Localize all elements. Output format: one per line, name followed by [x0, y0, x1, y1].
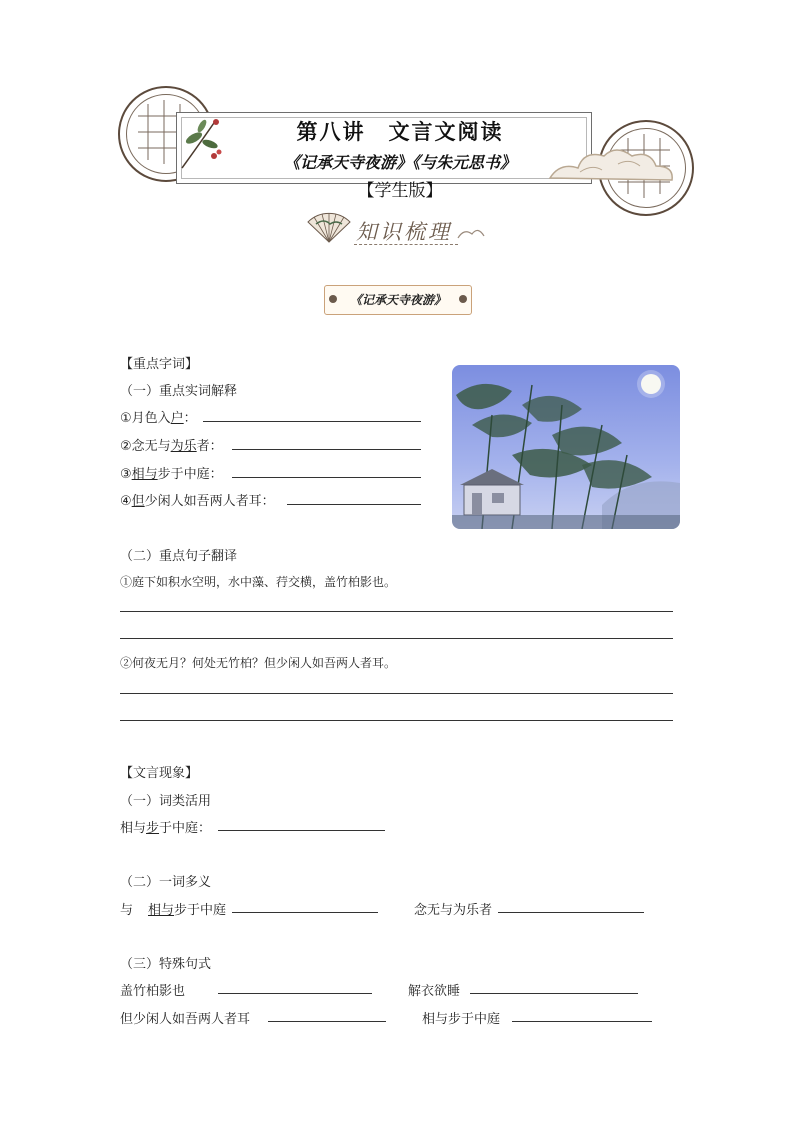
answer-blank[interactable]: [232, 449, 421, 450]
answer-blank[interactable]: [232, 477, 421, 478]
phenomena-heading: 【文言现象】: [120, 766, 199, 781]
lecture-title: 第八讲 文言文阅读: [296, 119, 504, 144]
sentence-2: ②何夜无月？何处无竹柏？但少闲人如吾两人者耳。: [120, 656, 397, 670]
moonlit-bamboo-painting: [452, 365, 680, 529]
answer-blank[interactable]: [268, 1021, 386, 1022]
part-heading-polysemy: （二）一词多义: [120, 875, 212, 890]
part-heading-sentence-patterns: （三）特殊句式: [120, 957, 212, 972]
part-heading-word-class: （一）词类活用: [120, 794, 212, 809]
answer-blank[interactable]: [203, 421, 421, 422]
cloud-icon: [456, 224, 486, 242]
pattern-item-2: 解衣欲睡: [408, 984, 461, 999]
section-badge-label: 知识梳理: [356, 220, 452, 244]
answer-line[interactable]: [120, 611, 673, 612]
pattern-item-1: 盖竹柏影也: [120, 984, 186, 999]
lesson-title: 《记承天寺夜游》: [349, 293, 446, 307]
part2-heading: （二）重点句子翻译: [120, 549, 238, 564]
answer-line[interactable]: [120, 693, 673, 694]
answer-blank[interactable]: [287, 504, 421, 505]
polysemy-word: 与: [120, 903, 134, 918]
word-item-1: ①月色入户：: [120, 411, 197, 426]
edition-label: 【学生版】: [357, 181, 443, 201]
polysemy-item-1: 相与步于中庭: [148, 903, 227, 918]
word-item-4: ④但少闲人如吾两人者耳：: [120, 494, 275, 509]
badge-underline: [354, 244, 458, 245]
sentence-1: ①庭下如积水空明，水中藻、荇交横，盖竹柏影也。: [120, 575, 397, 589]
pattern-item-3: 但少闲人如吾两人者耳: [120, 1012, 251, 1027]
pattern-item-4: 相与步于中庭: [422, 1012, 501, 1027]
key-words-heading: 【重点字词】: [120, 357, 199, 372]
texts-title: 《记承天寺夜游》《与朱元思书》: [283, 153, 516, 172]
answer-blank[interactable]: [470, 993, 638, 994]
lesson-title-banner: [324, 285, 472, 315]
answer-line[interactable]: [120, 638, 673, 639]
answer-blank[interactable]: [232, 912, 378, 913]
polysemy-item-2: 念无与为乐者: [414, 903, 493, 918]
answer-line[interactable]: [120, 720, 673, 721]
part1-heading: （一）重点实词解释: [120, 384, 238, 399]
word-class-item: 相与步于中庭：: [120, 821, 212, 836]
word-item-3: ③相与步于中庭：: [120, 467, 223, 482]
section-badge: [306, 210, 486, 246]
answer-blank[interactable]: [512, 1021, 652, 1022]
answer-blank[interactable]: [498, 912, 644, 913]
answer-blank[interactable]: [218, 993, 372, 994]
fan-icon: [306, 212, 352, 244]
word-item-2: ②念无与为乐者：: [120, 439, 223, 454]
answer-blank[interactable]: [218, 830, 385, 831]
